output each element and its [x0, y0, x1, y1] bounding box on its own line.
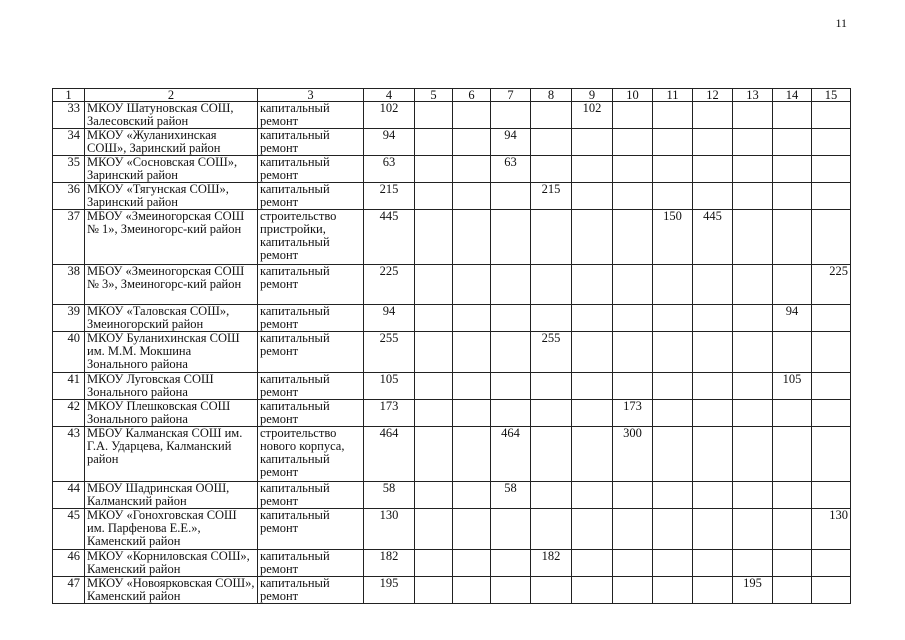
school-name: МКОУ «Сосновская СОШ», Заринский район	[85, 156, 258, 183]
column-header: 10	[613, 89, 653, 102]
year-value	[572, 427, 613, 482]
year-value	[572, 265, 613, 305]
total-value: 105	[364, 373, 415, 400]
year-value	[812, 183, 851, 210]
year-value	[812, 373, 851, 400]
year-value	[491, 305, 531, 332]
year-value: 102	[572, 102, 613, 129]
year-value	[773, 400, 812, 427]
year-value	[653, 373, 693, 400]
total-value: 94	[364, 305, 415, 332]
total-value: 464	[364, 427, 415, 482]
column-header: 12	[693, 89, 733, 102]
school-name: МКОУ Плешковская СОШ Зонального района	[85, 400, 258, 427]
year-value	[453, 210, 491, 265]
year-value	[613, 102, 653, 129]
year-value	[453, 373, 491, 400]
year-value	[733, 210, 773, 265]
table-row	[53, 482, 851, 509]
year-value	[653, 509, 693, 550]
year-value	[531, 482, 572, 509]
year-value	[415, 550, 453, 577]
year-value	[693, 129, 733, 156]
year-value	[453, 482, 491, 509]
school-name: МБОУ «Змеиногорская СОШ № 3», Змеиногорс-кий район	[85, 265, 258, 305]
total-value: 445	[364, 210, 415, 265]
year-value: 464	[491, 427, 531, 482]
year-value	[812, 482, 851, 509]
year-value	[531, 129, 572, 156]
year-value	[531, 373, 572, 400]
year-value: 445	[693, 210, 733, 265]
row-number: 42	[53, 400, 85, 427]
column-header: 13	[733, 89, 773, 102]
work-type: капитальный ремонт	[258, 102, 364, 129]
school-name: МКОУ «Таловская СОШ», Змеиногорский район	[85, 305, 258, 332]
year-value	[812, 305, 851, 332]
row-number: 46	[53, 550, 85, 577]
year-value	[693, 400, 733, 427]
year-value	[693, 305, 733, 332]
table-row	[53, 183, 851, 210]
year-value	[531, 400, 572, 427]
total-value: 215	[364, 183, 415, 210]
year-value	[773, 156, 812, 183]
school-name: МКОУ «Гонохговская СОШ им. Парфенова Е.Е.», Каменский район	[85, 509, 258, 550]
year-value	[491, 400, 531, 427]
year-value	[453, 129, 491, 156]
total-value: 63	[364, 156, 415, 183]
year-value	[773, 332, 812, 373]
year-value	[653, 550, 693, 577]
school-name: МКОУ Буланихинская СОШ им. М.М. Мокшина Зонального района	[85, 332, 258, 373]
row-number: 45	[53, 509, 85, 550]
row-number: 38	[53, 265, 85, 305]
year-value	[415, 210, 453, 265]
work-type: капитальный ремонт	[258, 400, 364, 427]
column-header: 6	[453, 89, 491, 102]
table-row	[53, 550, 851, 577]
year-value	[531, 102, 572, 129]
year-value	[531, 265, 572, 305]
year-value	[491, 210, 531, 265]
row-number: 34	[53, 129, 85, 156]
year-value: 195	[733, 577, 773, 604]
year-value: 182	[531, 550, 572, 577]
year-value	[415, 156, 453, 183]
school-name: МКОУ «Жуланихинская СОШ», Заринский район	[85, 129, 258, 156]
year-value	[415, 265, 453, 305]
year-value	[572, 305, 613, 332]
row-number: 40	[53, 332, 85, 373]
year-value	[812, 427, 851, 482]
table-header-row	[53, 89, 851, 102]
year-value	[613, 373, 653, 400]
column-header: 14	[773, 89, 812, 102]
year-value	[415, 482, 453, 509]
year-value	[491, 183, 531, 210]
table-row	[53, 332, 851, 373]
year-value	[733, 550, 773, 577]
table-row	[53, 102, 851, 129]
row-number: 36	[53, 183, 85, 210]
work-type: капитальный ремонт	[258, 129, 364, 156]
table-row	[53, 400, 851, 427]
year-value	[415, 427, 453, 482]
year-value	[733, 482, 773, 509]
school-name: МКОУ «Тягунская СОШ», Заринский район	[85, 183, 258, 210]
column-header: 11	[653, 89, 693, 102]
total-value: 225	[364, 265, 415, 305]
school-name: МБОУ Калманская СОШ им. Г.А. Ударцева, Калманский район	[85, 427, 258, 482]
year-value	[572, 373, 613, 400]
year-value	[693, 373, 733, 400]
school-name: МКОУ Шатуновская СОШ, Залесовский район	[85, 102, 258, 129]
year-value	[415, 400, 453, 427]
total-value: 195	[364, 577, 415, 604]
column-header: 8	[531, 89, 572, 102]
year-value	[693, 102, 733, 129]
year-value	[693, 509, 733, 550]
column-header: 5	[415, 89, 453, 102]
year-value	[613, 550, 653, 577]
year-value	[453, 427, 491, 482]
year-value	[491, 509, 531, 550]
year-value	[693, 156, 733, 183]
year-value	[572, 183, 613, 210]
table-row	[53, 427, 851, 482]
year-value	[653, 265, 693, 305]
year-value	[531, 305, 572, 332]
school-name: МКОУ «Новоярковская СОШ», Каменский район	[85, 577, 258, 604]
work-type: капитальный ремонт	[258, 156, 364, 183]
year-value	[653, 332, 693, 373]
year-value	[531, 577, 572, 604]
year-value: 94	[773, 305, 812, 332]
table-row	[53, 156, 851, 183]
row-number: 33	[53, 102, 85, 129]
year-value	[531, 210, 572, 265]
table-row	[53, 373, 851, 400]
row-number: 41	[53, 373, 85, 400]
school-name: МКОУ Луговская СОШ Зонального района	[85, 373, 258, 400]
year-value	[572, 332, 613, 373]
year-value	[613, 577, 653, 604]
year-value	[491, 550, 531, 577]
year-value	[773, 482, 812, 509]
year-value	[613, 156, 653, 183]
year-value	[693, 183, 733, 210]
year-value	[572, 210, 613, 265]
total-value: 102	[364, 102, 415, 129]
year-value	[453, 332, 491, 373]
year-value	[613, 305, 653, 332]
year-value	[613, 482, 653, 509]
year-value	[531, 509, 572, 550]
work-type: капитальный ремонт	[258, 265, 364, 305]
year-value	[572, 482, 613, 509]
table-row	[53, 210, 851, 265]
year-value	[773, 265, 812, 305]
year-value	[733, 265, 773, 305]
year-value	[733, 183, 773, 210]
year-value	[693, 482, 733, 509]
year-value	[812, 400, 851, 427]
year-value	[733, 427, 773, 482]
year-value	[613, 210, 653, 265]
page-number: 11	[835, 16, 847, 30]
year-value	[653, 183, 693, 210]
year-value: 58	[491, 482, 531, 509]
work-type: капитальный ремонт	[258, 305, 364, 332]
year-value	[773, 129, 812, 156]
total-value: 255	[364, 332, 415, 373]
year-value	[491, 373, 531, 400]
column-header: 1	[53, 89, 85, 102]
year-value	[773, 183, 812, 210]
year-value	[453, 577, 491, 604]
year-value	[572, 509, 613, 550]
year-value	[653, 427, 693, 482]
school-name: МБОУ «Змеиногорская СОШ № 1», Змеиногорс-кий район	[85, 210, 258, 265]
row-number: 43	[53, 427, 85, 482]
work-type: строительство нового корпуса, капитальный ремонт	[258, 427, 364, 482]
year-value	[415, 332, 453, 373]
year-value	[733, 156, 773, 183]
year-value: 215	[531, 183, 572, 210]
total-value: 58	[364, 482, 415, 509]
year-value	[453, 400, 491, 427]
year-value	[415, 102, 453, 129]
work-type: капитальный ремонт	[258, 577, 364, 604]
year-value	[733, 129, 773, 156]
year-value: 255	[531, 332, 572, 373]
year-value	[572, 156, 613, 183]
year-value: 130	[812, 509, 851, 550]
year-value	[812, 156, 851, 183]
column-header: 9	[572, 89, 613, 102]
year-value	[653, 156, 693, 183]
year-value: 173	[613, 400, 653, 427]
year-value	[453, 550, 491, 577]
year-value	[613, 183, 653, 210]
year-value: 300	[613, 427, 653, 482]
year-value	[613, 265, 653, 305]
year-value: 150	[653, 210, 693, 265]
work-type: капитальный ремонт	[258, 509, 364, 550]
year-value	[812, 577, 851, 604]
total-value: 94	[364, 129, 415, 156]
year-value	[693, 427, 733, 482]
year-value	[415, 509, 453, 550]
year-value	[453, 509, 491, 550]
year-value	[453, 305, 491, 332]
year-value	[415, 129, 453, 156]
year-value	[453, 102, 491, 129]
year-value	[653, 482, 693, 509]
work-type: капитальный ремонт	[258, 373, 364, 400]
year-value	[491, 102, 531, 129]
row-number: 39	[53, 305, 85, 332]
year-value	[531, 156, 572, 183]
column-header: 15	[812, 89, 851, 102]
total-value: 182	[364, 550, 415, 577]
year-value	[572, 129, 613, 156]
year-value	[415, 373, 453, 400]
table-row	[53, 129, 851, 156]
year-value: 63	[491, 156, 531, 183]
year-value	[733, 400, 773, 427]
year-value	[415, 183, 453, 210]
year-value	[415, 305, 453, 332]
row-number: 37	[53, 210, 85, 265]
year-value	[773, 210, 812, 265]
table-body	[53, 102, 851, 604]
year-value	[453, 265, 491, 305]
year-value	[491, 265, 531, 305]
year-value	[453, 156, 491, 183]
year-value	[812, 129, 851, 156]
total-value: 173	[364, 400, 415, 427]
column-header: 4	[364, 89, 415, 102]
year-value	[572, 400, 613, 427]
year-value	[653, 129, 693, 156]
data-table	[52, 88, 851, 604]
year-value	[613, 509, 653, 550]
school-name: МБОУ Шадринская ООШ, Калманский район	[85, 482, 258, 509]
column-header: 3	[258, 89, 364, 102]
year-value	[693, 265, 733, 305]
work-type: строительство пристройки, капитальный ремонт	[258, 210, 364, 265]
row-number: 35	[53, 156, 85, 183]
year-value	[773, 427, 812, 482]
year-value	[693, 550, 733, 577]
work-type: капитальный ремонт	[258, 482, 364, 509]
row-number: 47	[53, 577, 85, 604]
column-header: 2	[85, 89, 258, 102]
table-row	[53, 305, 851, 332]
year-value	[773, 102, 812, 129]
year-value	[812, 550, 851, 577]
year-value	[653, 102, 693, 129]
school-name: МКОУ «Корниловская СОШ», Каменский район	[85, 550, 258, 577]
year-value	[572, 577, 613, 604]
year-value	[812, 332, 851, 373]
work-type: капитальный ремонт	[258, 550, 364, 577]
year-value	[693, 332, 733, 373]
year-value: 105	[773, 373, 812, 400]
year-value	[733, 332, 773, 373]
year-value	[653, 577, 693, 604]
year-value: 94	[491, 129, 531, 156]
row-number: 44	[53, 482, 85, 509]
table-row	[53, 577, 851, 604]
year-value	[415, 577, 453, 604]
year-value	[491, 332, 531, 373]
year-value	[653, 400, 693, 427]
table-row	[53, 509, 851, 550]
year-value	[613, 332, 653, 373]
year-value	[491, 577, 531, 604]
year-value	[773, 509, 812, 550]
year-value	[693, 577, 733, 604]
year-value	[531, 427, 572, 482]
table-row	[53, 265, 851, 305]
year-value	[812, 210, 851, 265]
year-value	[733, 102, 773, 129]
year-value	[613, 129, 653, 156]
year-value	[812, 102, 851, 129]
year-value	[773, 550, 812, 577]
year-value	[733, 509, 773, 550]
year-value: 225	[812, 265, 851, 305]
year-value	[572, 550, 613, 577]
year-value	[453, 183, 491, 210]
year-value	[773, 577, 812, 604]
total-value: 130	[364, 509, 415, 550]
work-type: капитальный ремонт	[258, 332, 364, 373]
column-header: 7	[491, 89, 531, 102]
year-value	[653, 305, 693, 332]
work-type: капитальный ремонт	[258, 183, 364, 210]
year-value	[733, 305, 773, 332]
year-value	[733, 373, 773, 400]
